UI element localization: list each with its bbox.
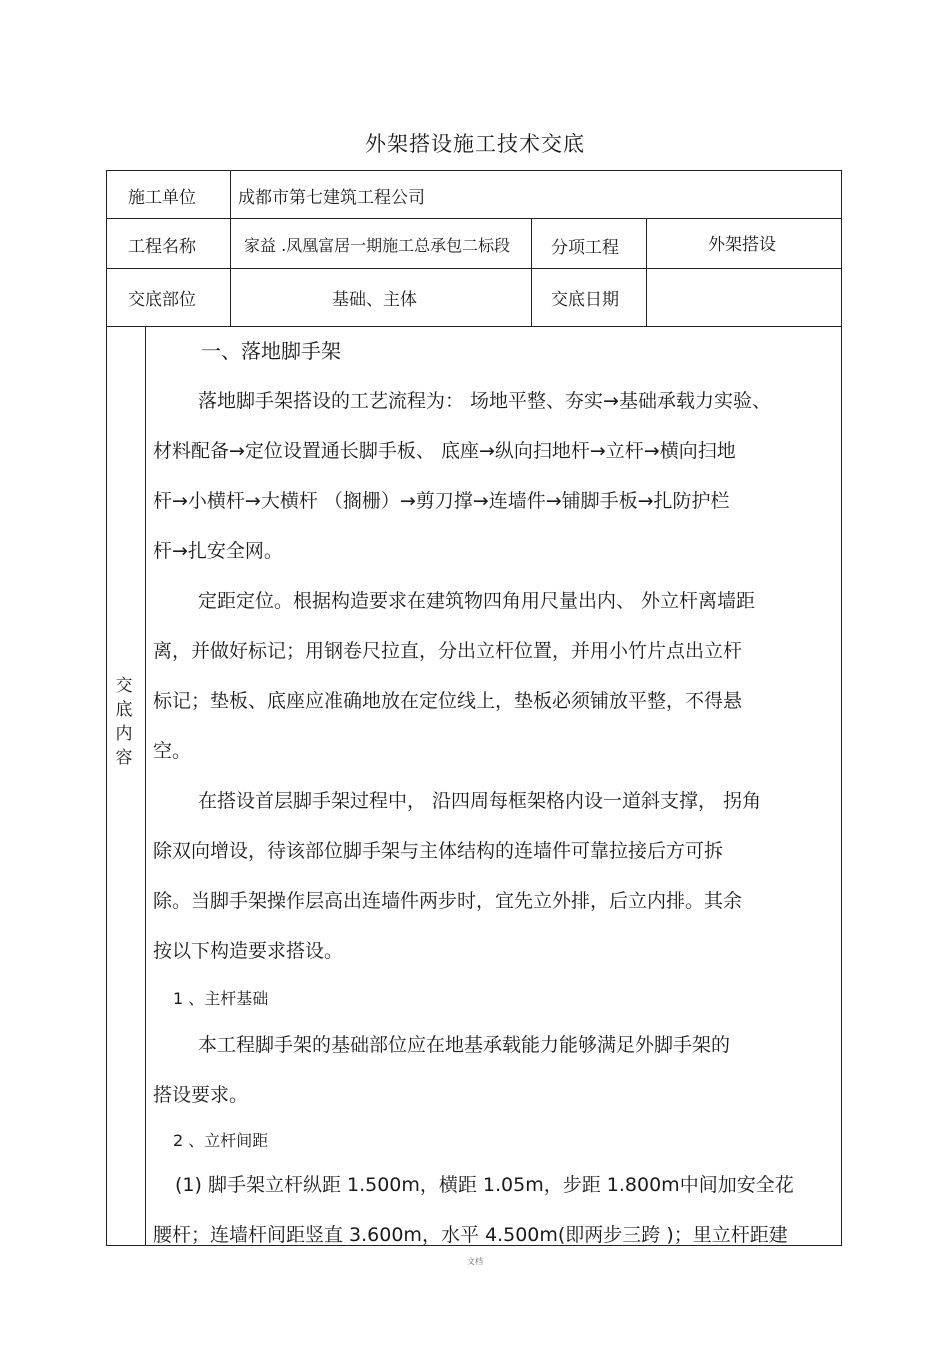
subitem-value: 外架搭设 [708, 235, 776, 255]
part-value: 基础、主体 [332, 290, 417, 310]
paragraph-line: 在搭设首层脚手架过程中， 沿四周每框架格内设一道斜支撑， 拐角 [198, 790, 762, 812]
row-divider [107, 268, 841, 269]
subsection-heading: 2 、立杆间距 [173, 1131, 269, 1150]
project-value: 家益 .凤凰富居一期施工总承包二标段 [244, 236, 511, 255]
paragraph-line: 空。 [153, 740, 192, 762]
paragraph-line: 腰杆；连墙杆间距竖直 3.600m，水平 4.500m(即两步三跨 )；里立杆距建 [153, 1224, 788, 1246]
col-divider [646, 218, 647, 326]
row-divider [107, 218, 841, 219]
content-side-label [112, 674, 136, 770]
paragraph-line: 搭设要求。 [153, 1084, 249, 1106]
paragraph-line: 落地脚手架搭设的工艺流程为： 场地平整、夯实→基础承载力实验、 [198, 390, 771, 412]
page-footer: 文档 [467, 1257, 483, 1266]
paragraph-line: 杆→小横杆→大横杆 （搁栅）→剪刀撑→连墙件→铺脚手板→扎防护栏 [153, 490, 730, 512]
col-divider [531, 218, 532, 326]
paragraph-line: 按以下构造要求搭设。 [153, 940, 344, 962]
unit-label: 施工单位 [128, 188, 196, 208]
paragraph-line: 本工程脚手架的基础部位应在地基承载能力能够满足外脚手架的 [198, 1034, 731, 1056]
subitem-label: 分项工程 [551, 238, 619, 258]
paragraph-line: 除双向增设，待该部位脚手架与主体结构的连墙件可靠拉接后方可拆 [153, 840, 724, 862]
paragraph-line: (1) 脚手架立杆纵距 1.500m，横距 1.05m，步距 1.800m中间加安全花 [175, 1174, 794, 1196]
side-label-text: 交 底 内 容 [115, 676, 133, 768]
project-label: 工程名称 [128, 237, 196, 257]
col-divider [230, 171, 231, 326]
section-heading: 一、落地脚手架 [201, 339, 341, 363]
paragraph-line: 杆→扎安全网。 [153, 540, 283, 562]
col-divider [145, 326, 146, 1245]
paragraph-line: 材料配备→定位设置通长脚手板、 底座→纵向扫地杆→立杆→横向扫地 [153, 440, 736, 462]
document-title: 外架搭设施工技术交底 [365, 132, 585, 156]
unit-value: 成都市第七建筑工程公司 [238, 188, 425, 208]
paragraph-line: 标记；垫板、底座应准确地放在定位线上，垫板必须铺放平整，不得悬 [153, 690, 743, 712]
part-label: 交底部位 [128, 290, 196, 310]
paragraph-line: 离，并做好标记；用钢卷尺拉直，分出立杆位置，并用小竹片点出立杆 [153, 640, 743, 662]
content-body [153, 326, 833, 1246]
date-label: 交底日期 [551, 290, 619, 310]
paragraph-line: 除。当脚手架操作层高出连墙件两步时，宜先立外排，后立内排。其余 [153, 890, 743, 912]
subsection-heading: 1 、主杆基础 [173, 989, 269, 1008]
paragraph-line: 定距定位。根据构造要求在建筑物四角用尺量出内、 外立杆离墙距 [198, 590, 756, 612]
